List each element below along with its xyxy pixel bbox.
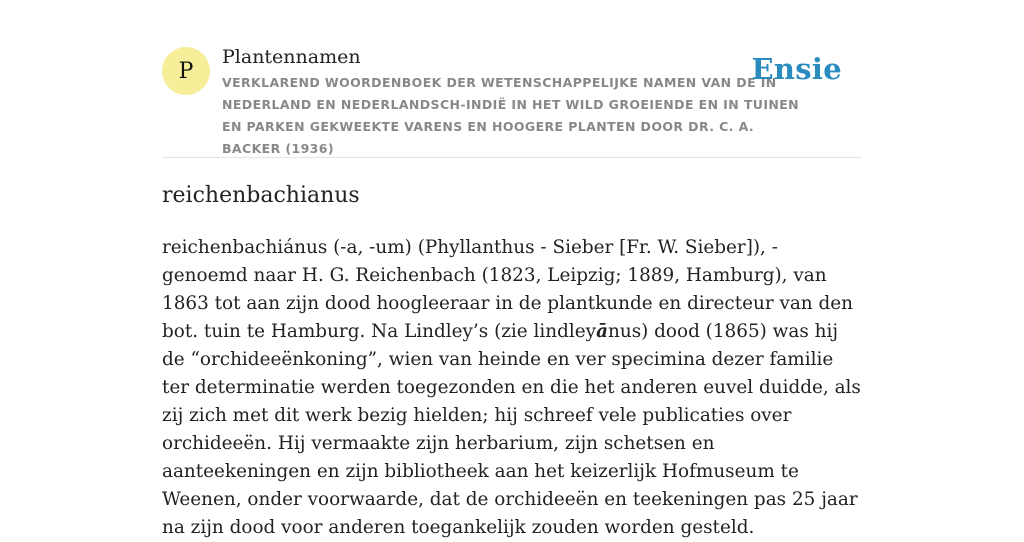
source-subtitle: VERKLAREND WOORDENBOEK DER WETENSCHAPPELIJKE NAMEN VAN DE IN NEDERLAND EN NEDERLANDSCH-INDIË IN HET WILD GROEIENDE EN IN TUINEN EN PARKEN GEKWEEKTE VARENS EN HOOGERE PLANTEN DOOR DR. C. A. BACKER (1936) bbox=[222, 75, 800, 156]
avatar[interactable]: P bbox=[162, 47, 210, 95]
entry-headword: reichenbachianus bbox=[162, 183, 360, 208]
source-title[interactable]: Plantennamen bbox=[222, 46, 361, 68]
definition-text-part1: reichenbachiánus (-a, -um) (Phyllanthus - Sieber [Fr. W. Sieber]), - genoemd naar H. G. Reichenbach (1823, Leipzig; 1889, Hamburg), van 1863 tot aan zijn dood hoogleeraar in de plantkunde en directeur van den bot. tuin te Hamburg. Na Lindley’s (zie lindley bbox=[162, 237, 853, 342]
source-header bbox=[162, 0, 862, 158]
ensie-logo[interactable]: Ensie bbox=[751, 52, 842, 86]
definition-emphasis: ā bbox=[596, 321, 608, 342]
definition-text-part2: nus) dood (1865) was hij de “orchideeënkoning”, wien van heinde en ver specimina dezer familie ter determinatie werden toegezonden en die het anderen euvel duidde, als zij zich met dit werk bezig hielden; hij schreef vele publicaties over orchideeën. Hij vermaakte zijn herbarium, zijn schetsen en aanteekeningen en zijn bibliotheek aan het keizerlijk Hofmuseum te Weenen, onder voorwaarde, dat de orchideeën en teekeningen pas 25 jaar na zijn dood voor anderen toegankelijk zouden worden gesteld. bbox=[162, 321, 861, 538]
page bbox=[162, 0, 862, 538]
entry-definition bbox=[162, 234, 862, 542]
